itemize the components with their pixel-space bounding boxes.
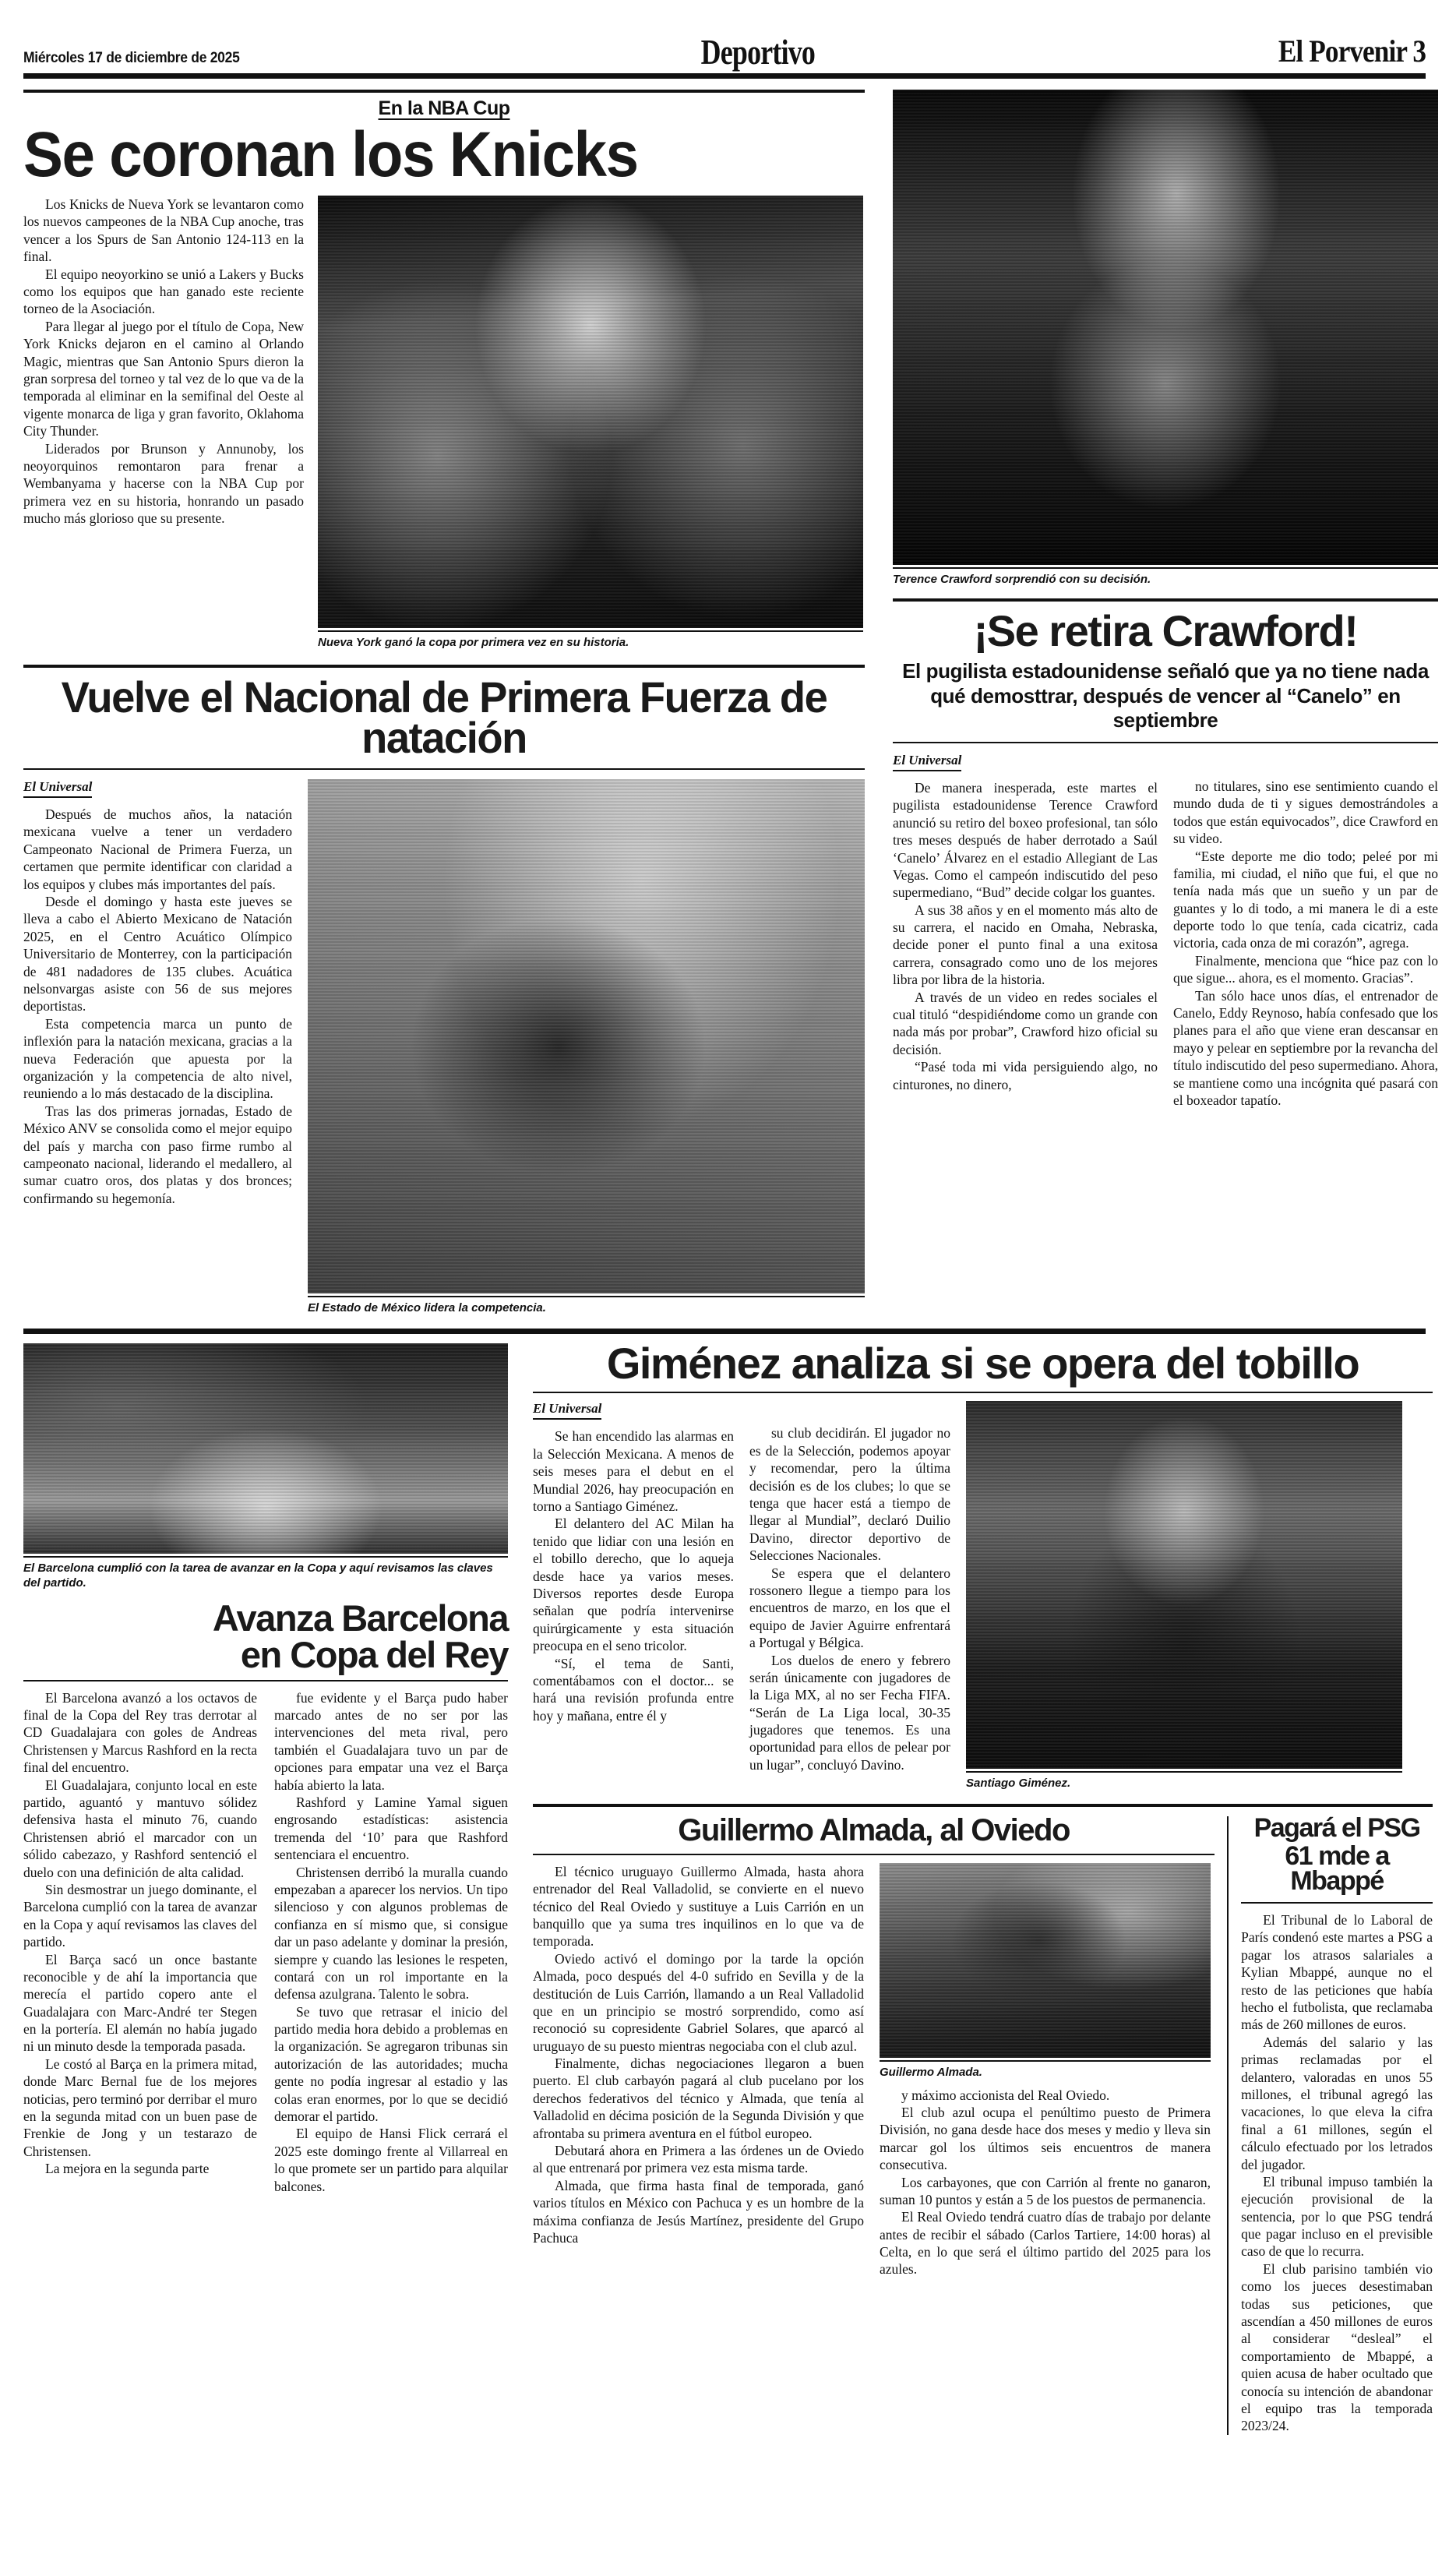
almada-paragraph: Debutará ahora en Primera a las órdenes un de Oviedo al que entrenará por primera vez esta misma tarde.: [533, 2143, 864, 2176]
barcelona-paragraph: fue evidente y el Barça pudo haber marcado antes de no ser por las intervenciones del meta rival, pero también el Guadalajara tuvo un par de opciones para empatar una vez el Barça había abierto la lata.: [274, 1689, 508, 1793]
crawford-paragraph: A sus 38 años y en el momento más alto de su carrera, el nacido en Omaha, Nebraska, decide poner el punto final a una exitosa carrera, consagrado como uno de los mejores libra por libra de la historia.: [893, 902, 1158, 988]
gimenez-paragraph: Los duelos de enero y febrero serán únicamente con jugadores de la Liga MX, al no ser Fecha FIFA. “Serán de La Liga local, 30-35 jugadores que tenemos. Es una oportunidad para ellos de pelear por un lugar”, concluyó Davino.: [749, 1652, 950, 1773]
barcelona-paragraph: El Barça sacó un once bastante reconocible y de ahí la importancia que merecía el partido copero ante el Guadalajara con Marc-André ter Stegen en la portería. El alemán no había jugado ni un minuto desde la temporada pasada.: [23, 1951, 257, 2055]
barcelona-photo-caption: El Barcelona cumplió con la tarea de avanzar en la Copa y aquí revisamos las claves del partido.: [23, 1561, 493, 1590]
gimenez-paragraph: Se espera que el delantero rossonero llegue a tiempo para los encuentros de marzo, en los que el equipo de Javier Aguirre enfrentará a Portugal y Bélgica.: [749, 1565, 950, 1651]
barcelona-paragraph: Se tuvo que retrasar el inicio del partido media hora debido a problemas en la organización. Se agregaron tribunas sin autorización de las autoridades; mucha gente no podía ingresar al estadio y las colas eran enormes, por lo que se decidió demorar el partido.: [274, 2003, 508, 2125]
knicks-headline: Se coronan los Knicks: [23, 119, 638, 190]
knicks-kicker: En la NBA Cup: [378, 97, 510, 119]
gimenez-paragraph: El delantero del AC Milan ha tenido que lidiar con una lesión en el tobillo derecho, que lo aqueja desde hace ya varios meses. Diversos reportes desde Europa señalan que podría intervenirse quirúrgicamente y esta situación preocupa en el seno tricolor.: [533, 1516, 734, 1654]
psg-headline-line1: Pagará el PSG: [1253, 1813, 1420, 1844]
barcelona-paragraph: La mejora en la segunda parte: [45, 2161, 210, 2177]
barcelona-paragraph: Sin desmostrar un juego dominante, el Barcelona cumplió con la tarea de avanzar en la Copa y aquí revisamos las claves del partido.: [23, 1881, 257, 1950]
crawford-paragraph: Finalmente, menciona que “hice paz con lo que sigue... ahora, es el momento. Gracias”.: [1173, 952, 1438, 986]
natacion-paragraph: Desde el domingo y hasta este jueves se lleva a cabo el Abierto Mexicano de Natación 2025, en el Centro Acuático Olímpico Universitario de Monterrey, con la participación de 481 nadadores de 135 clubes. Acuática nelsonvargas asiste con 56 de sus mejores deportistas.: [23, 894, 292, 1015]
almada-paragraph: y máximo accionista del Real Oviedo.: [901, 2087, 1110, 2103]
gimenez-paragraph: “Sí, el tema de Santi, comentábamos con el doctor... se hará una revisión profunda entre hoy y mañana, entre él y: [533, 1655, 734, 1724]
knicks-photo-caption: Nueva York ganó la copa por primera vez en su historia.: [318, 636, 629, 650]
masthead-rule: [23, 73, 1426, 79]
barcelona-headline-line2: en Copa del Rey: [240, 1633, 508, 1675]
almada-headline: Guillermo Almada, al Oviedo: [678, 1813, 1070, 1848]
crawford-paragraph: “Este deporte me dio todo; peleé por mi familia, mi ciudad, el niño que fui, el que no tenía nada más que un sueño y un par de guantes y lo di todo, a mi manera le di a este deporte todo lo que tenía, cada cicatriz, cada victoria, cada onza de mi corazón”, agrega.: [1173, 848, 1438, 951]
masthead-section: Deportivo: [701, 32, 816, 72]
masthead: [0, 0, 1449, 72]
almada-paragraph: El técnico uruguayo Guillermo Almada, hasta ahora entrenador del Real Valladolid, se convierte en el nuevo técnico del Real Oviedo y sustituye a Luis Carrión en un banquillo que ya suma tres inquilinos en lo que va de temporada.: [533, 1863, 864, 1950]
crawford-paragraph: De manera inesperada, este martes el pugilista estadounidense Terence Crawford anunció su retiro del boxeo profesional, tan sólo tres meses después de haber derrotado a Saúl ‘Canelo’ Álvarez en el estadio Allegiant de Las Vegas. Como el campeón indiscutido del peso supermediano, “Bud” decide colgar los guantes.: [893, 779, 1158, 901]
barcelona-headline-line1: Avanza Barcelona: [212, 1597, 508, 1639]
almada-paragraph: Almada, que firma hasta final de temporada, ganó varios títulos en México con Pachuca y es un hombre de la máxima confianza de Jesús Martínez, presidente del Grupo Pachuca: [533, 2177, 864, 2246]
barcelona-paragraph: Rashford y Lamine Yamal siguen engrosando estadísticas: asistencia tremenda del ‘10’ para que Rashford sentenciara el encuentro.: [274, 1794, 508, 1863]
gimenez-paragraph: Se han encendido las alarmas en la Selección Mexicana. A menos de seis meses para el debut en el Mundial 2026, hay preocupación en torno a Santiago Giménez.: [533, 1428, 734, 1515]
psg-headline-line2: 61 mde a Mbappé: [1285, 1841, 1389, 1897]
psg-paragraph: El club parisino también vio como los jueces desestimaban todas sus peticiones, que ascendían a 450 millones de euros al considerar “desleal” el comportamiento de Mbappé, a quien acusa de haber ocultado que conocía su intención de abandonar el equipo tras la temporada 2023/24.: [1241, 2260, 1433, 2434]
masthead-date: Miércoles 17 de diciembre de 2025: [23, 50, 240, 66]
natacion-credit: El Universal: [23, 779, 92, 798]
gimenez-headline: Giménez analiza si se opera del tobillo: [606, 1338, 1359, 1388]
crawford-deck: El pugilista estadounidense señaló que ya no tiene nada qué demosttrar, después de vencer al “Canelo” en septiembre: [902, 659, 1429, 732]
natacion-headline: Vuelve el Nacional de Primera Fuerza de natación: [61, 672, 827, 763]
crawford-photo: [893, 90, 1438, 565]
knicks-paragraph: Para llegar al juego por el título de Copa, New York Knicks dejaron en el camino al Orlando Magic, mientras que San Antonio Spurs dieron la gran sorpresa del torneo y tal vez de lo que va de la temporada al eliminar en la semifinal del Oeste al vigente monarca de liga y gran favorito, Oklahoma City Thunder.: [23, 318, 304, 439]
knicks-paragraph: El equipo neoyorkino se unió a Lakers y Bucks como los equipos que han ganado este reciente torneo de la Asociación.: [23, 266, 304, 317]
masthead-paper-name: El Porvenir 3: [1278, 34, 1426, 69]
crawford-headline: ¡Se retira Crawford!: [973, 605, 1358, 655]
natacion-paragraph: Tras las dos primeras jornadas, Estado de México ANV se consolida como el mejor equipo del país y marcha con paso firme rumbo al campeonato nacional, liderando el medallero, al sumar cuatro oros, dos platas y dos bronces; confirmando su hegemonía.: [23, 1103, 292, 1206]
barcelona-paragraph: Christensen derribó la muralla cuando empezaban a aparecer los nervios. Un tipo silencioso y con algunos problemas de confianza en sí mismo que, si consigue dar un paso adelante y dominar la presión, siempre y cuando las lesiones le respeten, contará con un rol importante en la defensa azulgrana. Talento le sobra.: [274, 1864, 508, 2003]
knicks-paragraph: Liderados por Brunson y Annunoby, los neoyorquinos remontaron para frenar a Wembanyama y hacerse con la NBA Cup por primera vez en su historia, honrando un pasado mucho más glorioso que su presente.: [23, 440, 304, 527]
crawford-paragraph: no titulares, sino ese sentimiento cuando el mundo duda de ti y sigues demostrándoles a todos que están equivocados”, dice Crawford en su video.: [1173, 778, 1438, 847]
barcelona-paragraph: El equipo de Hansi Flick cerrará el 2025 este domingo frente al Villarreal en lo que promete ser un partido para alquilar balcones.: [274, 2126, 508, 2194]
natacion-photo: [308, 779, 865, 1293]
natacion-paragraph: Después de muchos años, la natación mexicana vuelve a tener un verdadero Campeonato Nacional de Primera Fuerza, un certamen que permite identificar con claridad a los equipos y clubes más importantes del país.: [23, 806, 292, 892]
almada-paragraph: Los carbayones, que con Carrión al frente no ganaron, suman 10 puntos y están a 5 de los puestos de permanencia.: [880, 2174, 1211, 2207]
natacion-paragraph: Esta competencia marca un punto de inflexión para la natación mexicana, gracias a la nueva Federación que apuesta por la organización y la competencia de alto nivel, reuniendo a lo más destacado de la disciplina.: [23, 1015, 292, 1102]
psg-paragraph: El Tribunal de lo Laboral de París condenó este martes a PSG a pagar los atrasos salariales a Kylian Mbappé, aunque no el resto de las peticiones que había hecho el futbolista, que reclamaba más de 260 millones de euros.: [1241, 1912, 1433, 2033]
almada-paragraph: Finalmente, dichas negociaciones llegaron a buen puerto. El club carbayón pagará al club pucelano por los derechos federativos del técnico y Almada, que tenía al Valladolid en décima posición de la Segunda División y que afrontaba su primera aventura en el fútbol europeo.: [533, 2056, 864, 2141]
natacion-photo-caption: El Estado de México lidera la competencia.: [308, 1301, 546, 1315]
knicks-photo: [318, 196, 863, 628]
almada-paragraph: El Real Oviedo tendrá cuatro días de trabajo por delante antes de recibir el sábado (Carlos Tartiere, 14:00 horas) al Celta, en lo que será el último partido del 2025 para los azules.: [880, 2209, 1211, 2278]
almada-paragraph: El club azul ocupa el penúltimo puesto de Primera División, no gana desde hace dos meses y medio y lleva sin marcar gol los últimos seis encuentros de manera consecutiva.: [880, 2104, 1211, 2173]
gimenez-paragraph: su club decidirán. El jugador no es de la Selección, podemos apoyar y recomendar, pero la última decisión es de los clubes; lo que se tenga que hacer está a tiempo de llegar al Mundial”, declaró Duilio Davino, director deportivo de Selecciones Nacionales.: [749, 1425, 950, 1564]
gimenez-photo-caption: Santiago Giménez.: [966, 1777, 1071, 1791]
almada-photo: [880, 1863, 1211, 2058]
almada-photo-caption: Guillermo Almada.: [880, 2065, 982, 2079]
almada-paragraph: Oviedo activó el domingo por la tarde la opción Almada, poco después del 4-0 sufrido en Sevilla y de la destitución de Luis Carrión, llamando a un Real Valladolid que en un principio se mostró sorprendido, como así reconoció su copresidente Gabriel Solares, que aparcó al uruguayo de su puesto mientras negociaba con el club azul.: [533, 1950, 864, 2054]
crawford-photo-caption: Terence Crawford sorprendió con su decisión.: [893, 573, 1151, 586]
crawford-paragraph: Tan sólo hace unos días, el entrenador de Canelo, Eddy Reynoso, había confesado que los planes para el año que viene eran descansar en mayo y pelear en septiembre por la revancha del título indiscutido del peso supermediano. Ahora, se mantiene como una incógnita qué pasará con el boxeador tapatío.: [1173, 987, 1438, 1108]
crawford-credit: El Universal: [893, 753, 961, 771]
barcelona-photo: [23, 1343, 508, 1554]
crawford-paragraph: “Pasé toda mi vida persiguiendo algo, no cinturones, no dinero,: [893, 1059, 1158, 1092]
crawford-paragraph: A través de un video en redes sociales el cual tituló “despidiéndome como un grande con nada más por probar”, Crawford hizo oficial su decisión.: [893, 989, 1158, 1057]
barcelona-paragraph: Le costó al Barça en la primera mitad, donde Marc Bernal fue de los mejores noticias, pero terminó por derribar el muro en la segunda mitad con un buen pase de Frenkie de Jong y un testarazo de Christensen.: [23, 2056, 257, 2159]
gimenez-photo: [966, 1401, 1402, 1769]
barcelona-paragraph: El Barcelona avanzó a los octavos de final de la Copa del Rey tras derrotar al CD Guadalajara con goles de Andreas Christensen y Marcus Rashford en la recta final del encuentro.: [23, 1689, 257, 1776]
knicks-paragraph: Los Knicks de Nueva York se levantaron como los nuevos campeones de la NBA Cup anoche, tras vencer a los Spurs de San Antonio 124-113 en la final.: [23, 196, 304, 265]
psg-paragraph: El tribunal impuso también la ejecución provisional de la sentencia, por lo que PSG tendrá que pagar incluso en el previsible caso de que lo recurra.: [1241, 2173, 1433, 2260]
psg-paragraph: Además del salario y las primas reclamadas por el delantero, valoradas en unos 55 millones, el tribunal agregó las vacaciones, lo que eleva la cifra final a 61 millones, según el cálculo efectuado por los letrados del jugador.: [1241, 2034, 1433, 2172]
gimenez-credit: El Universal: [533, 1401, 601, 1420]
barcelona-paragraph: El Guadalajara, conjunto local en este partido, aguantó y mantuvo sólidez defensiva hasta el minuto 76, cuando Christensen abrió el marcador con un sólido cabezazo, y Rashford sentenció el duelo con una definición de alta calidad.: [23, 1777, 257, 1880]
